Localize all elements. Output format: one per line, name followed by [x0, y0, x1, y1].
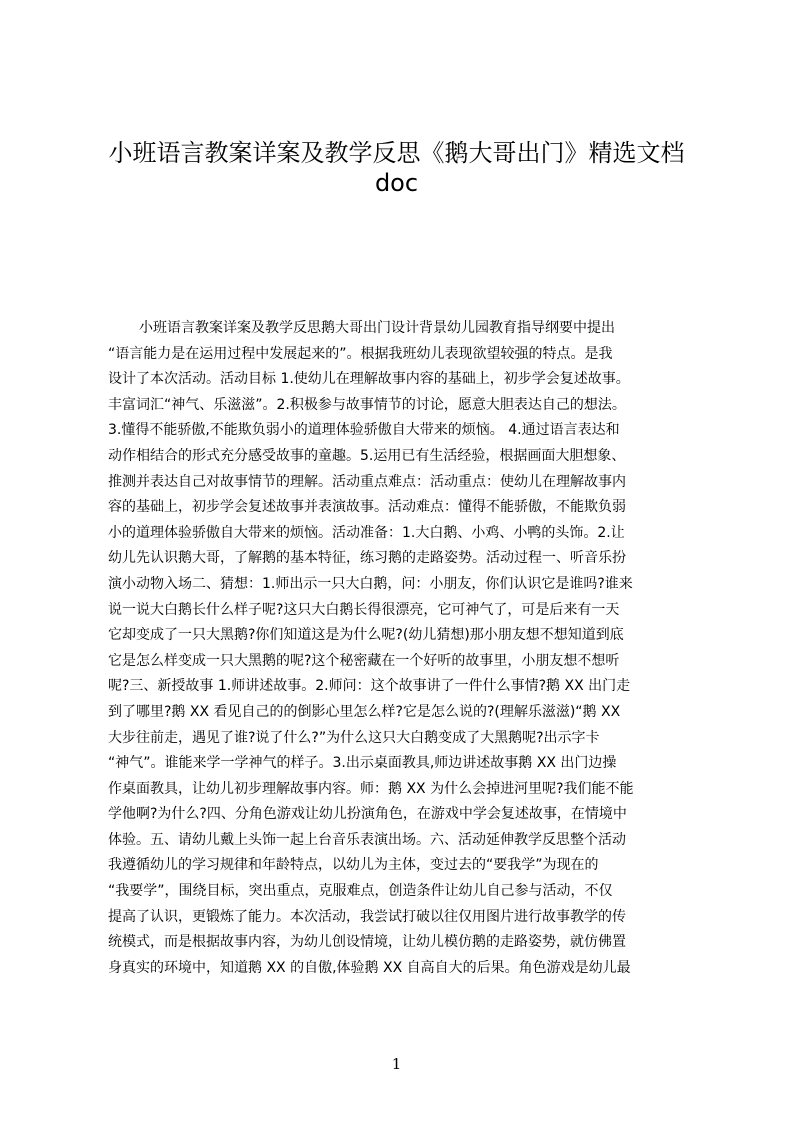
body-line: 丰富词汇“神气、乐滋滋”。2.积极参与故事情节的讨论，愿意大胆表达自己的想法。 [108, 396, 626, 413]
body-paragraph [108, 316, 700, 981]
body-line: 幼儿先认识鹅大哥，了解鹅的基本特征，练习鹅的走路姿势。活动过程一、听音乐扮 [108, 550, 626, 567]
body-line: 容的基础上，初步学会复述故事并表演故事。活动难点：懂得不能骄傲，不能欺负弱 [108, 499, 626, 516]
body-line: 3.懂得不能骄傲,不能欺负弱小的道理体验骄傲自大带来的烦恼。 4.通过语言表达和 [108, 422, 620, 439]
body-line: 它是怎么样变成一只大黑鹅的呢?这个秘密藏在一个好听的故事里，小朋友想不想听 [108, 652, 620, 669]
body-line: “语言能力是在运用过程中发展起来的”。根据我班幼儿表现欲望较强的特点。是我 [108, 345, 613, 362]
body-line: 我遵循幼儿的学习规律和年龄特点，以幼儿为主体，变过去的“要我学”为现在的 [108, 857, 599, 874]
body-line: 提高了认识，更锻炼了能力。本次活动，我尝试打破以往仅用图片进行故事教学的传 [108, 908, 626, 925]
body-line: 演小动物入场二、猜想：1.师出示一只大白鹅，问：小朋友，你们认识它是谁吗?谁来 [108, 575, 633, 592]
body-line: “神气”。谁能来学一学神气的样子。3.出示桌面教具,师边讲述故事鹅 XX 出门边操 [108, 755, 617, 772]
body-line: 统模式，而是根据故事内容，为幼儿创设情境，让幼儿模仿鹅的走路姿势，就仿佛置 [108, 934, 626, 951]
body-line: 推测并表达自己对故事情节的理解。活动重点难点：活动重点：使幼儿在理解故事内 [108, 473, 626, 490]
body-line: 呢?三、新授故事 1.师讲述故事。2.师问：这个故事讲了一件什么事情?鹅 XX 出门走 [108, 678, 631, 695]
body-line: 学他啊?为什么?四、分角色游戏让幼儿扮演角色，在游戏中学会复述故事，在情境中 [108, 806, 627, 823]
body-line: 动作相结合的形式充分感受故事的童趣。5.运用已有生活经验，根据画面大胆想象、 [108, 447, 626, 464]
body-line: 作桌面教具，让幼儿初步理解故事内容。师：鹅 XX 为什么会掉进河里呢?我们能不能 [108, 780, 634, 797]
title-line-1: 小班语言教案详案及教学反思《鹅大哥出门》精选文档 [108, 139, 685, 167]
body-line: 体验。五、请幼儿戴上头饰一起上台音乐表演出场。六、活动延伸教学反思整个活动 [108, 831, 626, 848]
body-line: 小的道理体验骄傲自大带来的烦恼。活动准备：1.大白鹅、小鸡、小鸭的头饰。2.让 [108, 524, 625, 541]
body-line: 身真实的环境中，知道鹅 XX 的自傲,体验鹅 XX 自高自大的后果。角色游戏是幼儿最 [108, 959, 631, 976]
body-line: 设计了本次活动。活动目标 1.使幼儿在理解故事内容的基础上，初步学会复述故事。 [108, 371, 630, 388]
body-line: 到了哪里?鹅 XX 看见自己的的倒影心里怎么样?它是怎么说的?(理解乐滋滋)“鹅 XX [108, 703, 621, 720]
body-line: 小班语言教案详案及教学反思鹅大哥出门设计背景幼儿园教育指导纲要中提出 [139, 320, 615, 336]
body-line: 大步往前走，遇见了谁?说了什么?”为什么这只大白鹅变成了大黑鹅呢?出示字卡 [108, 729, 600, 746]
title-line-2: doc [374, 169, 419, 197]
body-line: 说一说大白鹅长什么样子呢?这只大白鹅长得很漂亮，它可神气了，可是后来有一天 [108, 601, 620, 618]
document-title [60, 138, 733, 198]
page-number: 1 [391, 1055, 402, 1073]
body-line: 它却变成了一只大黑鹅?你们知道这是为什么呢?(幼儿猜想)那小朋友想不想知道到底 [108, 627, 624, 644]
body-line: “我要学”，围绕目标，突出重点，克服难点，创造条件让幼儿自己参与活动，不仅 [108, 883, 613, 900]
